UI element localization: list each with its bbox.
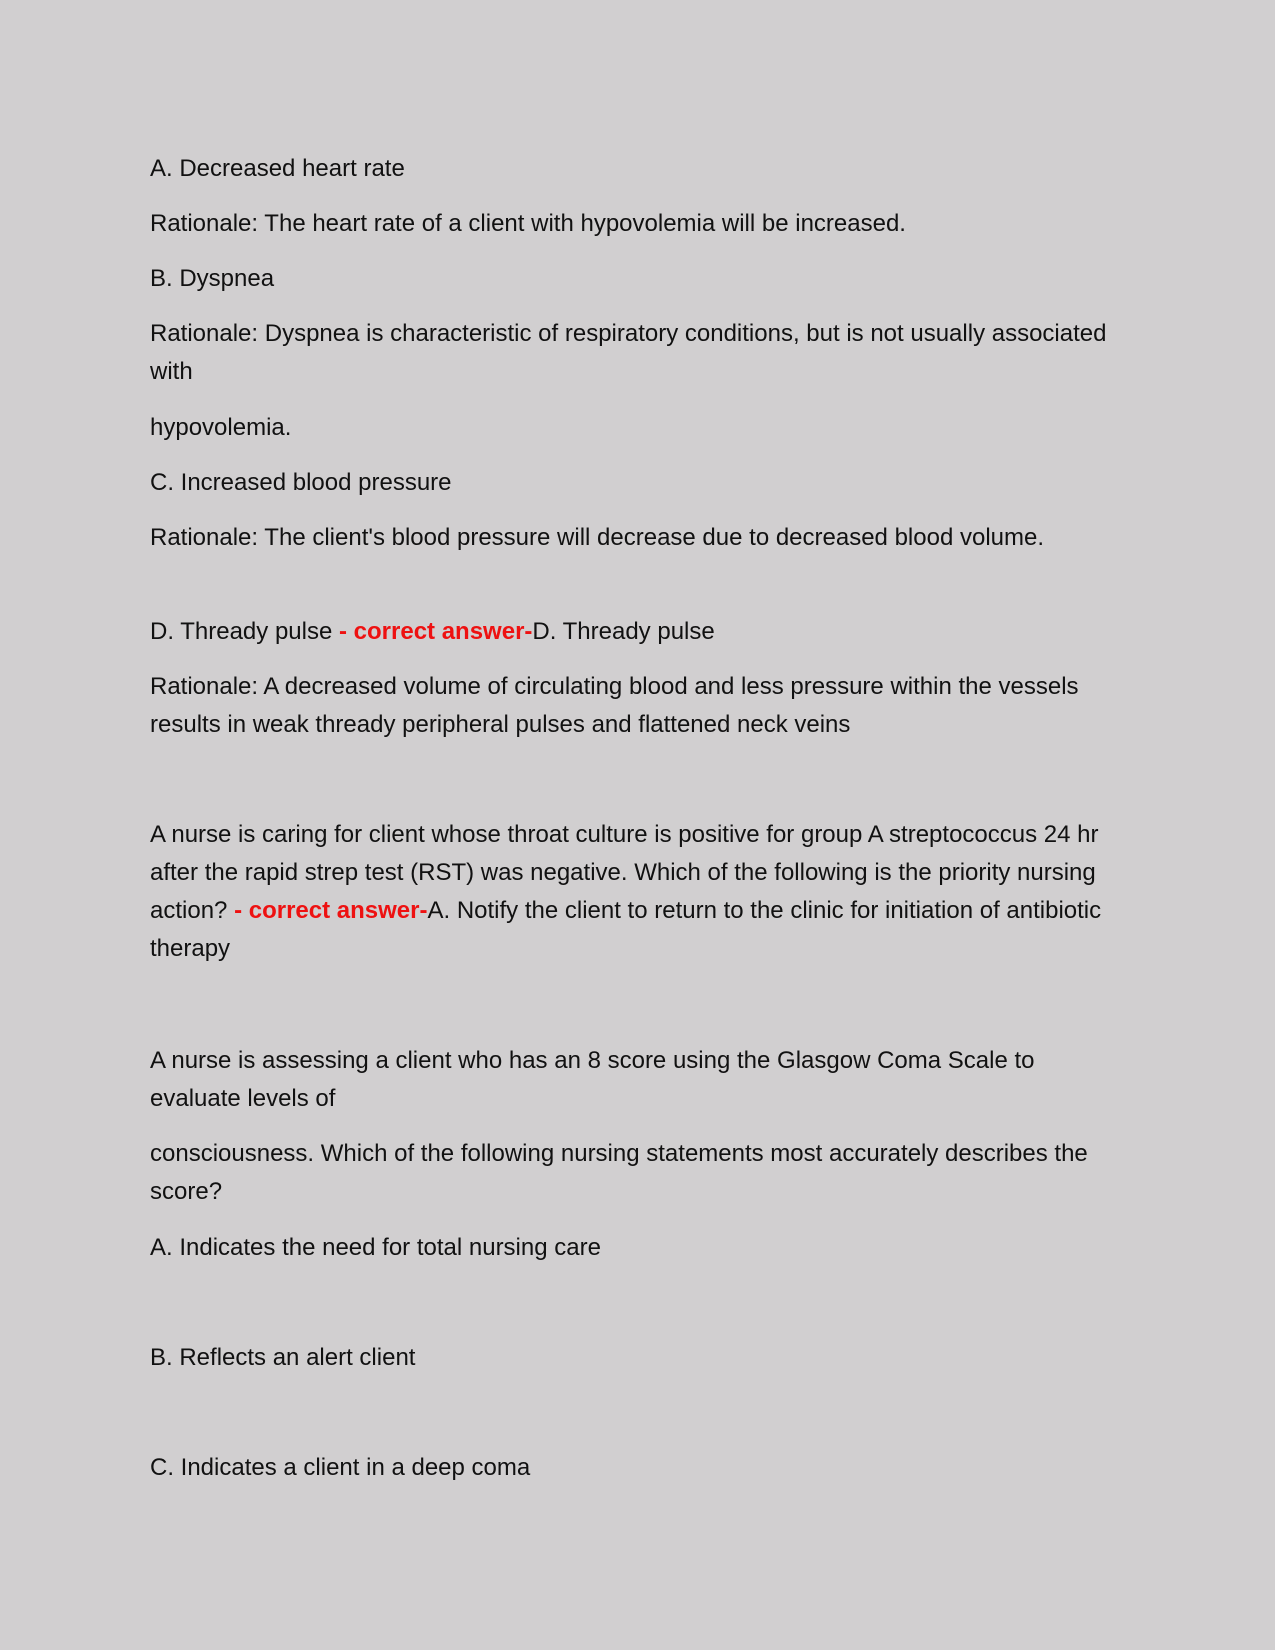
question-strep-text: A nurse is caring for client whose throat culture is positive for group A streptococcus 24 hr after the rapid strep test (RST) was negative. Which of the following is the priority nursing action?: [150, 821, 1099, 924]
question-glasgow: A nurse is assessing a client who has an 8 score using the Glasgow Coma Scale to evaluate levels of: [150, 1047, 1035, 1112]
rationale-a: Rationale: The heart rate of a client with hypovolemia will be increased.: [150, 210, 906, 237]
rationale-b: Rationale: Dyspnea is characteristic of respiratory conditions, but is not usually associated with: [150, 320, 1107, 385]
rationale-c: Rationale: The client's blood pressure will decrease due to decreased blood volume.: [150, 524, 1044, 551]
glasgow-option-c: C. Indicates a client in a deep coma: [150, 1454, 531, 1481]
correct-answer-text: D. Thready pulse: [532, 618, 715, 645]
correct-answer-text: A. Notify the client to return to the clinic for initiation of antibiotic therapy: [150, 897, 1102, 962]
rationale-b-continued: hypovolemia.: [150, 414, 292, 441]
correct-answer-tag: - correct answer-: [234, 897, 428, 924]
question-strep: [150, 816, 1110, 968]
rationale-d: Rationale: A decreased volume of circulating blood and less pressure within the vessels results in weak thready peripheral pulses and flattened neck veins: [150, 673, 1079, 738]
option-d-label: D. Thready pulse: [150, 618, 339, 645]
question-glasgow-continued: consciousness. Which of the following nursing statements most accurately describes the score?: [150, 1140, 1088, 1205]
option-a-heart-rate: A. Decreased heart rate: [150, 155, 405, 182]
glasgow-option-b: B. Reflects an alert client: [150, 1344, 416, 1371]
option-d-thready-pulse: [150, 613, 1110, 651]
option-c-blood-pressure: C. Increased blood pressure: [150, 469, 452, 496]
correct-answer-tag: - correct answer-: [339, 618, 533, 645]
option-b-dyspnea: B. Dyspnea: [150, 265, 275, 292]
glasgow-option-a: A. Indicates the need for total nursing care: [150, 1234, 601, 1261]
